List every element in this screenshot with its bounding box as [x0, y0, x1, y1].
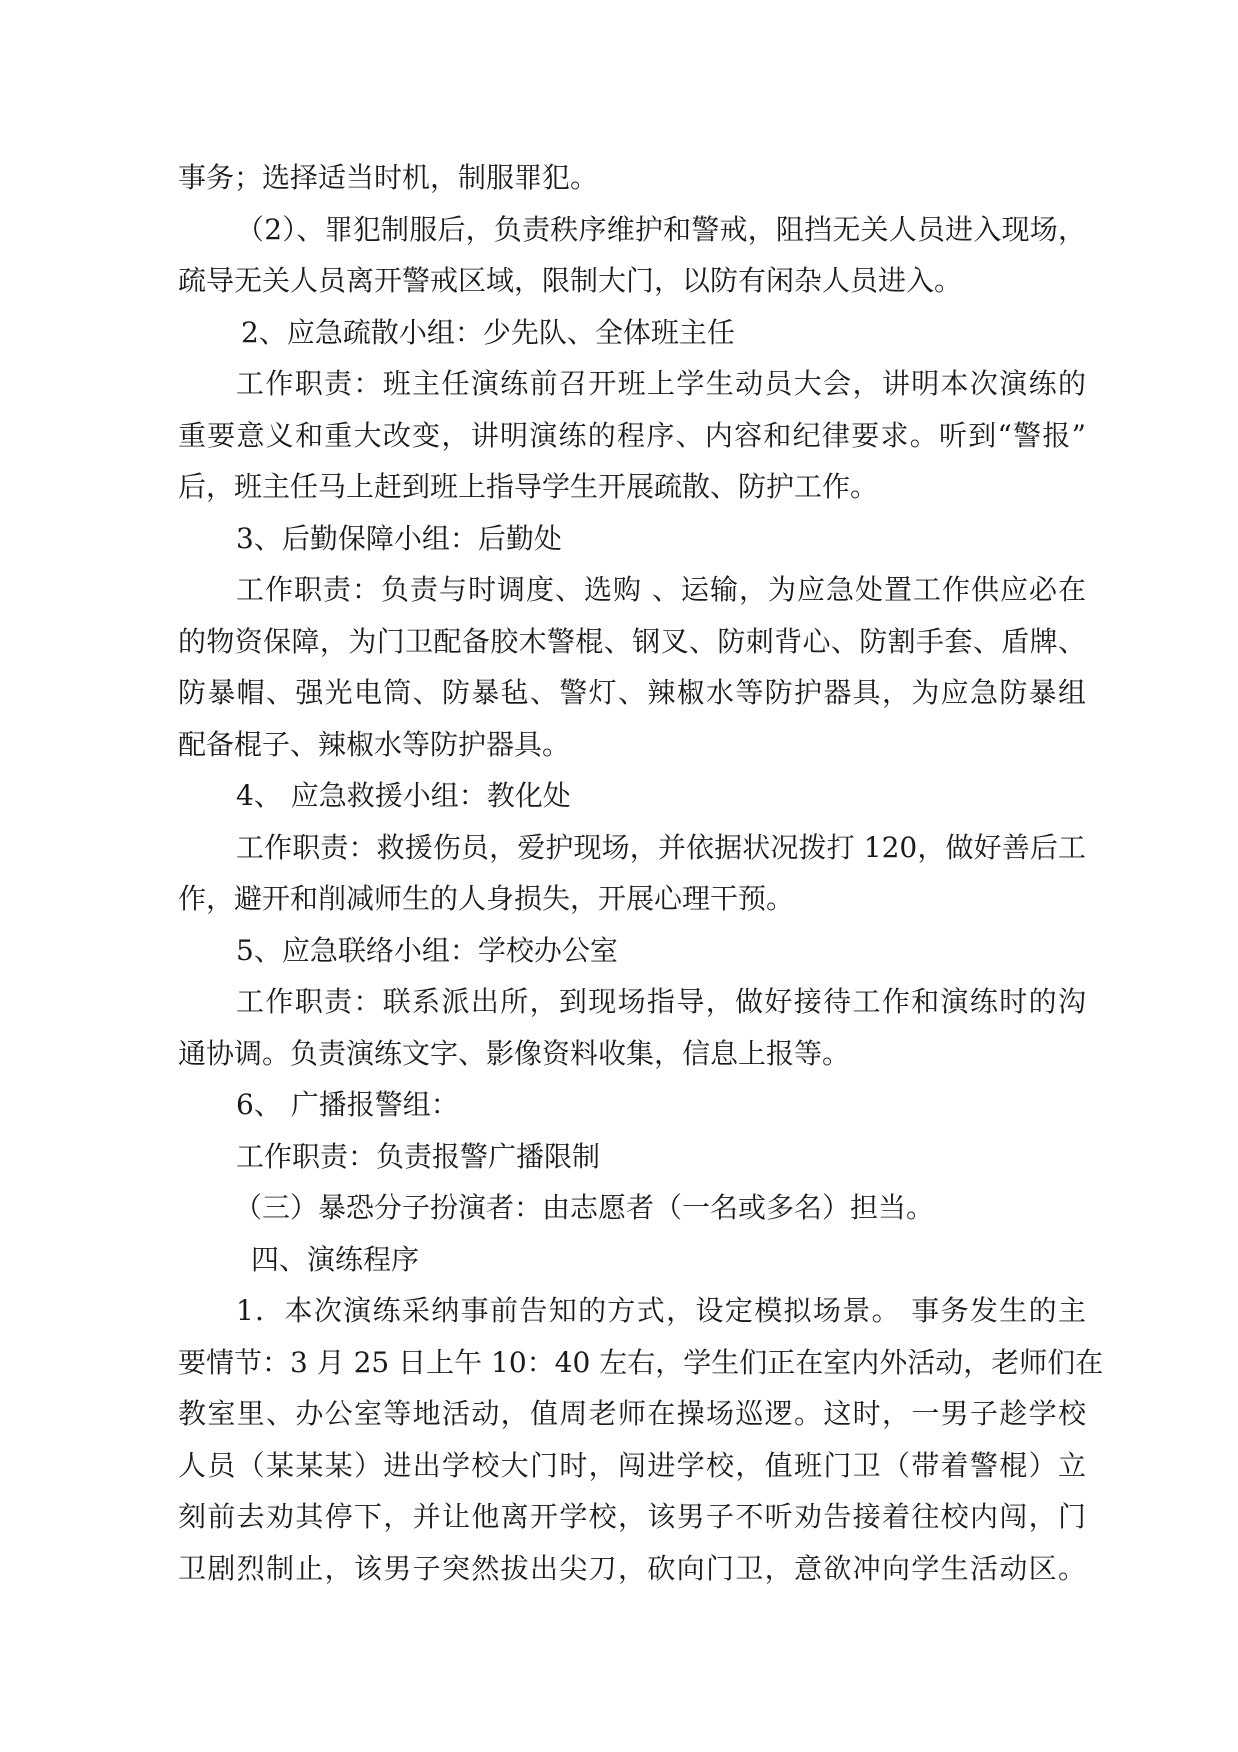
- text-line: 工作职责：联系派出所，到现场指导，做好接待工作和演练时的沟: [236, 985, 1086, 1018]
- text-line: 工作职责：负责与时调度、选购 、运输，为应急处置工作供应必在: [236, 573, 1086, 606]
- text-line: 疏导无关人员离开警戒区域，限制大门，以防有闲杂人员进入。: [178, 264, 963, 297]
- text-line: 工作职责：救援伤员，爱护现场，并依据状况拨打 120，做好善后工: [236, 830, 1086, 864]
- text-line: 卫剧烈制止，该男子突然拔出尖刀，砍向门卫，意欲冲向学生活动区。: [178, 1551, 1086, 1585]
- text-line: 重要意义和重大改变，讲明演练的程序、内容和纪律要求。听到“警报”: [178, 418, 1086, 452]
- text-line: 事务；选择适当时机，制服罪犯。: [178, 161, 599, 194]
- text-line: （2）、罪犯制服后，负责秩序维护和警戒，阻挡无关人员进入现场，: [236, 212, 1086, 246]
- text-line: 工作职责：负责报警广播限制: [236, 1139, 601, 1173]
- document-body: [178, 152, 1104, 1594]
- text-line: 1．本次演练采纳事前告知的方式，设定模拟场景。 事务发生的主: [236, 1294, 1086, 1327]
- section-heading: 四、演练程序: [251, 1242, 420, 1276]
- section-heading: 3、后勤保障小组：后勤处: [236, 521, 562, 555]
- section-heading: 5、应急联络小组：学校办公室: [236, 933, 618, 967]
- text-line: 工作职责：班主任演练前召开班上学生动员大会，讲明本次演练的: [236, 367, 1086, 400]
- text-line: 人员（某某某）进出学校大门时，闯进学校，值班门卫（带着警棍）立: [178, 1448, 1086, 1482]
- text-line: 后，班主任马上赶到班上指导学生开展疏散、防护工作。: [178, 470, 879, 503]
- section-heading: 2、应急疏散小组：少先队、全体班主任: [241, 315, 735, 349]
- text-line: 通协调。负责演练文字、影像资料收集，信息上报等。: [178, 1036, 851, 1070]
- text-line: 配备棍子、辣椒水等防护器具。: [178, 727, 571, 761]
- section-heading: （三）暴恐分子扮演者：由志愿者（一名或多名）担当。: [234, 1191, 935, 1224]
- text-line: 教室里、办公室等地活动，值周老师在操场巡逻。这时，一男子趁学校: [178, 1397, 1086, 1430]
- text-line: 作，避开和削减师生的人身损失，开展心理干预。: [178, 882, 795, 915]
- section-heading: 4、 应急救援小组：教化处: [236, 779, 571, 812]
- text-line: 刻前去劝其停下，并让他离开学校，该男子不听劝告接着往校内闯，门: [178, 1500, 1086, 1533]
- text-line: 的物资保障，为门卫配备胶木警棍、钢叉、防刺背心、防割手套、盾牌、: [178, 624, 1086, 658]
- text-line: 要情节：3 月 25 日上午 10：40 左右，学生们正在室内外活动，老师们在: [178, 1345, 1104, 1379]
- text-line: 防暴帽、强光电筒、防暴毡、警灯、辣椒水等防护器具，为应急防暴组: [178, 676, 1086, 709]
- section-heading: 6、 广播报警组：: [236, 1088, 459, 1121]
